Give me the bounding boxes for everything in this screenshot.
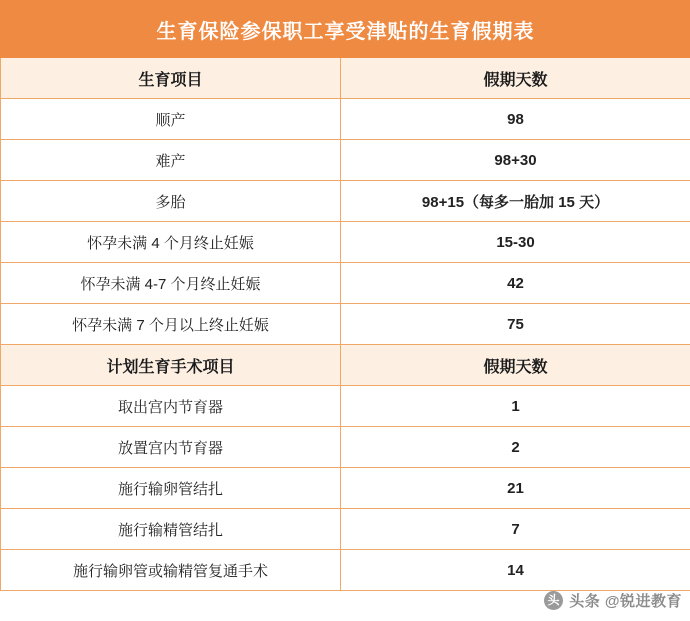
row-item: 怀孕未满 7 个月以上终止妊娠	[1, 304, 341, 345]
watermark	[544, 590, 682, 611]
table-row	[1, 550, 690, 591]
table-row	[1, 99, 690, 140]
section-2-header-row	[1, 345, 690, 386]
table-row	[1, 304, 690, 345]
table-row	[1, 427, 690, 468]
row-item: 施行输卵管结扎	[1, 468, 341, 509]
row-days: 98	[341, 99, 690, 140]
section-1-header-days: 假期天数	[341, 58, 690, 99]
watermark-text: 头条 @锐进教育	[569, 593, 682, 610]
section-2-header-days: 假期天数	[341, 345, 690, 386]
row-days: 42	[341, 263, 690, 304]
row-days: 2	[341, 427, 690, 468]
row-days: 7	[341, 509, 690, 550]
row-item: 施行输精管结扎	[1, 509, 341, 550]
row-days: 75	[341, 304, 690, 345]
section-2-header-item: 计划生育手术项目	[1, 345, 341, 386]
row-item: 放置宫内节育器	[1, 427, 341, 468]
row-item: 怀孕未满 4-7 个月终止妊娠	[1, 263, 341, 304]
row-item: 多胎	[1, 181, 341, 222]
row-item: 怀孕未满 4 个月终止妊娠	[1, 222, 341, 263]
table-row	[1, 140, 690, 181]
table-title-row	[1, 1, 690, 58]
table-row	[1, 386, 690, 427]
row-days: 98+15（每多一胎加 15 天）	[341, 181, 690, 222]
table-row	[1, 263, 690, 304]
toutiao-logo-icon: 头	[544, 591, 563, 610]
page-title: 生育保险参保职工享受津贴的生育假期表	[1, 1, 690, 58]
row-item: 施行输卵管或输精管复通手术	[1, 550, 341, 591]
row-days: 14	[341, 550, 690, 591]
section-1-header-item: 生育项目	[1, 58, 341, 99]
section-1-header-row	[1, 58, 690, 99]
table-row	[1, 222, 690, 263]
row-days: 15-30	[341, 222, 690, 263]
row-days: 1	[341, 386, 690, 427]
row-item: 难产	[1, 140, 341, 181]
row-item: 顺产	[1, 99, 341, 140]
row-item: 取出宫内节育器	[1, 386, 341, 427]
table-row	[1, 181, 690, 222]
row-days: 98+30	[341, 140, 690, 181]
table-row	[1, 509, 690, 550]
row-days: 21	[341, 468, 690, 509]
table-row	[1, 468, 690, 509]
